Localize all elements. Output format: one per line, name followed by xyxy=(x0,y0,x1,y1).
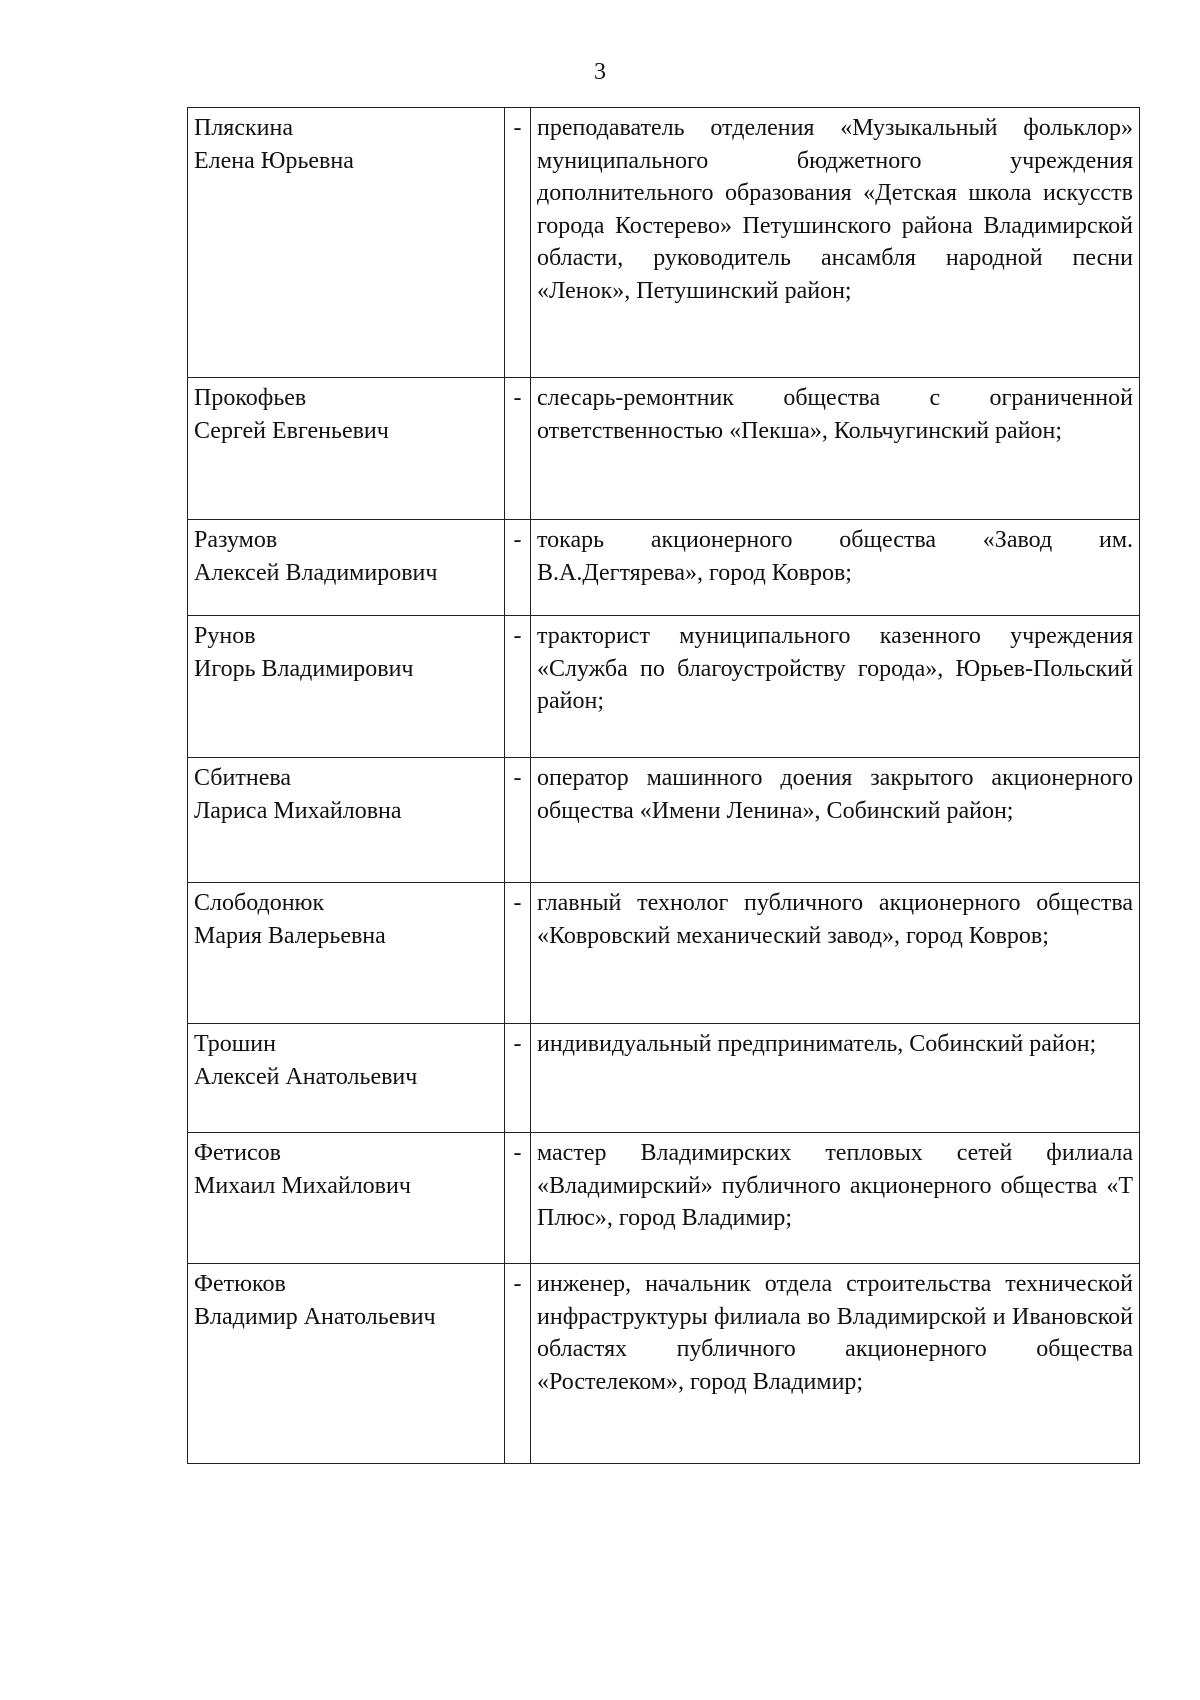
position-description-cell xyxy=(531,378,1140,520)
dash-cell: - xyxy=(505,758,531,883)
page-number: 3 xyxy=(594,59,606,85)
person-surname: Фетюков xyxy=(194,1271,286,1297)
dash-cell: - xyxy=(505,883,531,1024)
position-description-cell xyxy=(531,883,1140,1024)
person-given-names: Алексей Анатольевич xyxy=(194,1063,418,1090)
person-surname: Разумов xyxy=(194,527,278,553)
person-name-cell xyxy=(188,108,505,378)
table-row xyxy=(188,1024,1140,1133)
position-description-cell xyxy=(531,1024,1140,1133)
person-name-cell xyxy=(188,1264,505,1464)
position-description: главный технолог публичного акционерного общества «Ковровский механический завод», город Ковров; xyxy=(537,890,1133,949)
position-description-cell xyxy=(531,108,1140,378)
table-row xyxy=(188,1133,1140,1264)
position-description: оператор машинного доения закрытого акционерного общества «Имени Ленина», Собинский район; xyxy=(537,765,1133,824)
table-row xyxy=(188,520,1140,616)
position-description: инженер, начальник отдела строительства технической инфраструктуры филиала во Владимирской и Ивановской областях публичного акционерного общества «Ростелеком», город Владимир; xyxy=(537,1271,1133,1395)
position-description-cell xyxy=(531,1264,1140,1464)
dash-cell: - xyxy=(505,520,531,616)
dash-cell: - xyxy=(505,378,531,520)
position-description: слесарь-ремонтник общества с ограниченной ответственностью «Пекша», Кольчугинский район; xyxy=(537,385,1133,444)
table-row xyxy=(188,378,1140,520)
person-name-cell xyxy=(188,883,505,1024)
position-description-cell xyxy=(531,758,1140,883)
dash-cell: - xyxy=(505,1133,531,1264)
table-row xyxy=(188,616,1140,758)
table-row xyxy=(188,883,1140,1024)
position-description: индивидуальный предприниматель, Собинский район; xyxy=(537,1031,1097,1057)
table-row xyxy=(188,758,1140,883)
position-description: мастер Владимирских тепловых сетей филиала «Владимирский» публичного акционерного общества «Т Плюс», город Владимир; xyxy=(537,1140,1133,1231)
position-description-cell xyxy=(531,616,1140,758)
person-surname: Фетисов xyxy=(194,1140,281,1166)
dash-cell: - xyxy=(505,1024,531,1133)
person-surname: Прокофьев xyxy=(194,385,307,411)
table-row xyxy=(188,1264,1140,1464)
dash-cell: - xyxy=(505,616,531,758)
position-description-cell xyxy=(531,1133,1140,1264)
person-surname: Трошин xyxy=(194,1031,276,1057)
dash-cell: - xyxy=(505,1264,531,1464)
person-given-names: Мария Валерьевна xyxy=(194,922,386,949)
person-given-names: Лариса Михайловна xyxy=(194,797,402,824)
person-name-cell xyxy=(188,378,505,520)
person-given-names: Сергей Евгеньевич xyxy=(194,417,389,444)
roster-table xyxy=(187,107,1140,1464)
position-description: токарь акционерного общества «Завод им. В.А.Дегтярева», город Ковров; xyxy=(537,527,1133,586)
person-given-names: Михаил Михайлович xyxy=(194,1172,411,1199)
table-row xyxy=(188,108,1140,378)
person-given-names: Елена Юрьевна xyxy=(194,147,354,174)
person-given-names: Алексей Владимирович xyxy=(194,559,438,586)
person-surname: Рунов xyxy=(194,623,256,649)
person-name-cell xyxy=(188,758,505,883)
position-description-cell xyxy=(531,520,1140,616)
person-given-names: Игорь Владимирович xyxy=(194,655,414,682)
dash-cell: - xyxy=(505,108,531,378)
position-description: тракторист муниципального казенного учреждения «Служба по благоустройству города», Юрьев-Польский район; xyxy=(537,623,1133,714)
person-name-cell xyxy=(188,616,505,758)
person-surname: Пляскина xyxy=(194,115,293,141)
person-name-cell xyxy=(188,1024,505,1133)
person-given-names: Владимир Анатольевич xyxy=(194,1303,436,1330)
person-surname: Сбитнева xyxy=(194,765,292,791)
person-surname: Слободонюк xyxy=(194,890,325,916)
person-name-cell xyxy=(188,520,505,616)
position-description: преподаватель отделения «Музыкальный фольклор» муниципального бюджетного учреждения дополнительного образования «Детская школа искусств города Костерево» Петушинского района Владимирской области, руководитель ансамбля народной песни «Ленок», Петушинский район; xyxy=(537,115,1133,304)
person-name-cell xyxy=(188,1133,505,1264)
